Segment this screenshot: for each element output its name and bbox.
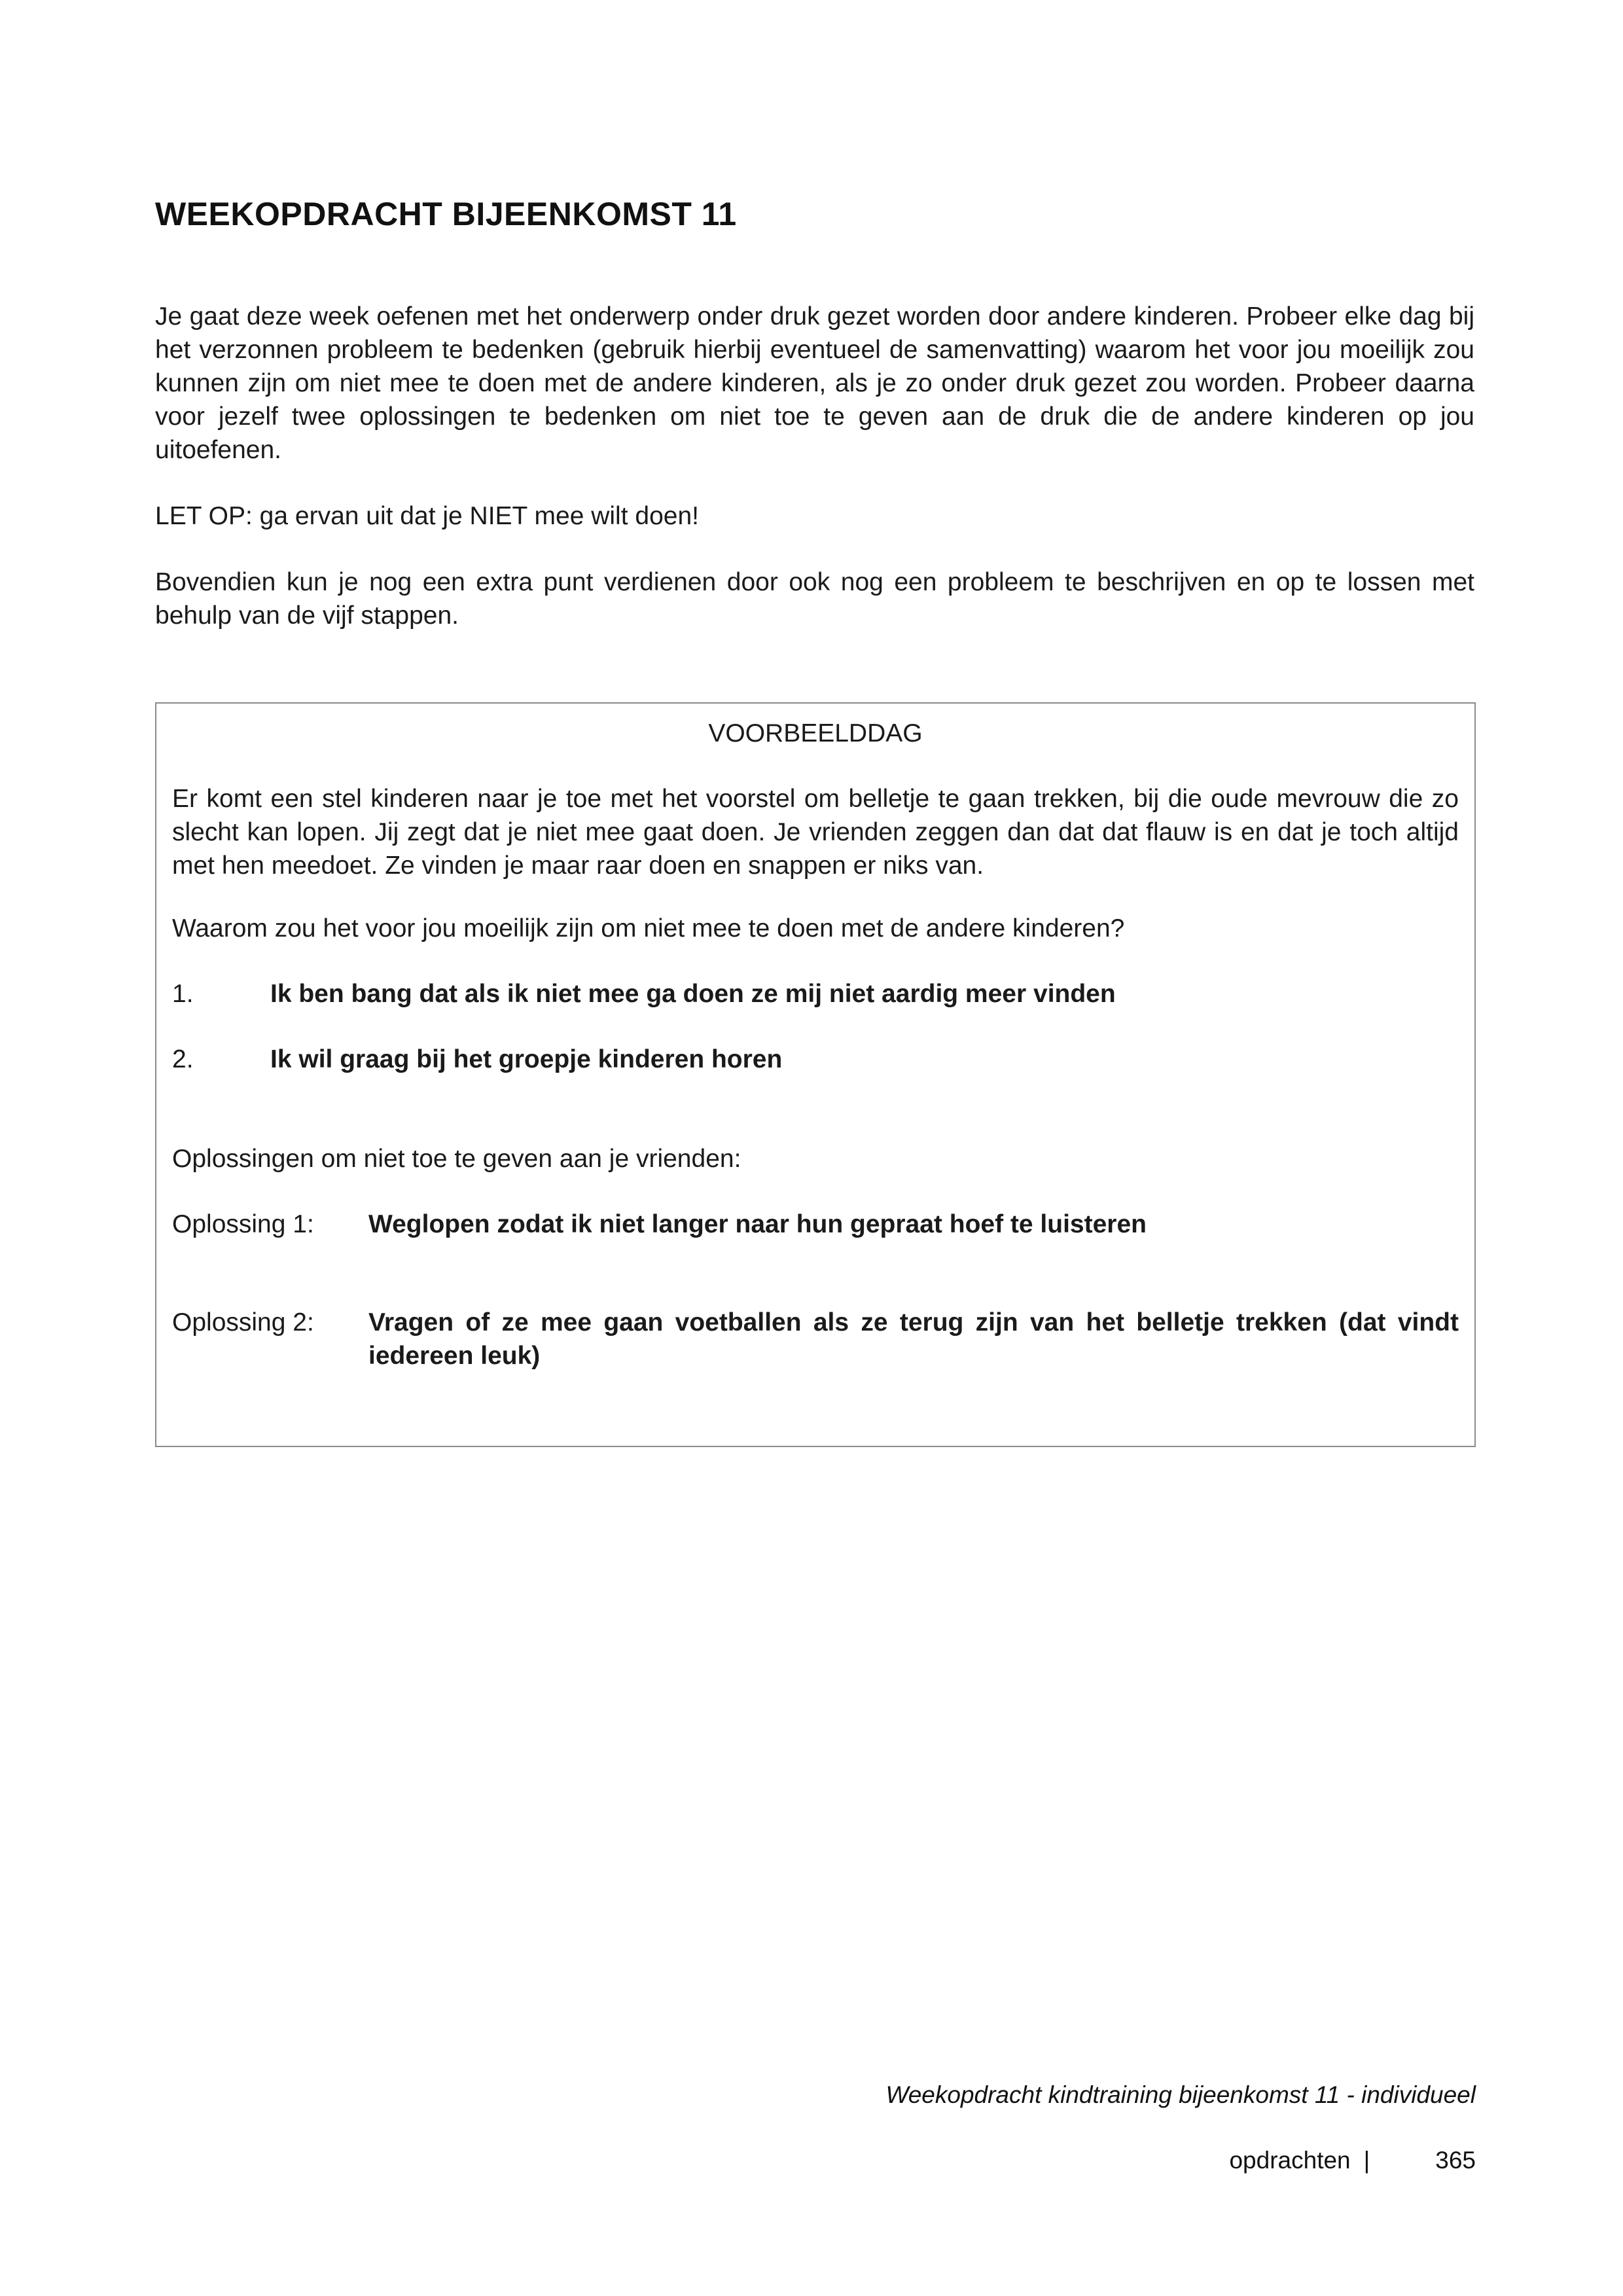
answer-item [172,977,1459,1011]
answer-number: 2. [172,1045,194,1073]
footer-page-info [1229,2147,1476,2174]
example-question: Waarom zou het voor jou moeilijk zijn om niet mee te doen met de andere kinderen? [172,914,1125,942]
intro-paragraph: Je gaat deze week oefenen met het onderwerp onder druk gezet worden door andere kinderen. Probeer elke dag bij het verzonnen probleem te bedenken (gebruik hierbij eventueel de samenvatting) waarom het voor jou moeilijk zou kunnen zijn om niet mee te doen met de andere kinderen, als je zo onder druk gezet zou worden. Probeer daarna voor jezelf twee oplossingen te bedenken om niet toe te geven aan de druk die de andere kinderen op jou uitoefenen. [155,302,1474,464]
solution-text: Weglopen zodat ik niet langer naar hun gepraat hoef te luisteren [368,1210,1147,1238]
solution-item [172,1208,1459,1241]
example-box-title: VOORBEELDDAG [708,719,923,747]
solution-text: Vragen of ze mee gaan voetballen als ze terug zijn van het belletje trekken (dat vindt iedereen leuk) [368,1308,1459,1370]
solution-label: Oplossing 2: [172,1308,314,1336]
answer-text: Ik wil graag bij het groepje kinderen horen [270,1045,783,1073]
page-number: 365 [1435,2147,1476,2174]
solution-label: Oplossing 1: [172,1210,314,1238]
example-scenario: Er komt een stel kinderen naar je toe met het voorstel om belletje te gaan trekken, bij die oude mevrouw die zo slecht kan lopen. Jij zegt dat je niet mee gaat doen. Je vrienden zeggen dan dat dat flauw is en dat je toch altijd met hen meedoet. Ze vinden je maar raar doen en snappen er niks van. [172,785,1459,880]
answer-number: 1. [172,980,194,1008]
intro-text [155,300,1474,665]
intro-warning: LET OP: ga ervan uit dat je NIET mee wilt doen! [155,502,699,530]
footer-section-name: opdrachten [1229,2147,1351,2174]
footer-divider: | [1363,2147,1370,2174]
solutions-intro: Oplossingen om niet toe te geven aan je vrienden: [172,1145,741,1173]
example-day-box [155,702,1476,1447]
intro-bonus: Bovendien kun je nog een extra punt verdienen door ook nog een probleem te beschrijven en op te lossen met behulp van de vijf stappen. [155,568,1474,630]
page-title: WEEKOPDRACHT BIJEENKOMST 11 [155,196,737,232]
answer-text: Ik ben bang dat als ik niet mee ga doen ze mij niet aardig meer vinden [270,980,1116,1008]
answer-item [172,1043,1459,1076]
solution-item [172,1306,1459,1372]
footer-caption: Weekopdracht kindtraining bijeenkomst 11 - individueel [885,2081,1476,2108]
